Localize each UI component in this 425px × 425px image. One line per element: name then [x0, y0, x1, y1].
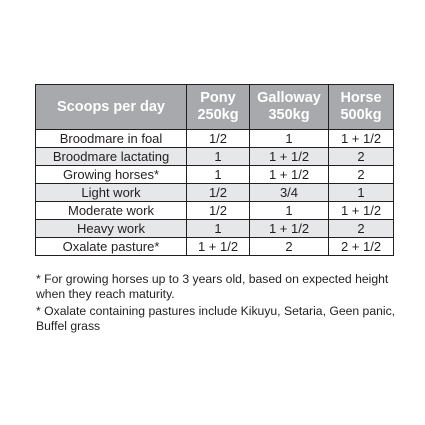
table-row [36, 148, 394, 166]
header-scoops-per-day [36, 85, 187, 130]
table-row [36, 220, 394, 238]
row-label: Broodmare in foal [36, 130, 187, 148]
header-label: Scoops per day [57, 98, 165, 115]
galloway-value: 1 [250, 130, 329, 148]
header-weight: 250kg [197, 107, 239, 123]
header-weight: 500kg [340, 107, 382, 123]
horse-value: 2 [329, 148, 394, 166]
feeding-rate-table [35, 84, 394, 256]
header-horse [329, 85, 394, 130]
pony-value: 1 + 1/2 [187, 238, 250, 256]
galloway-value: 1 + 1/2 [250, 148, 329, 166]
table-row [36, 202, 394, 220]
table-row [36, 238, 394, 256]
header-galloway [250, 85, 329, 130]
pony-value: 1 [187, 148, 250, 166]
row-label: Growing horses* [36, 166, 187, 184]
row-label: Broodmare lactating [36, 148, 187, 166]
header-label: Horse [340, 90, 382, 106]
table-header-row [36, 85, 394, 130]
galloway-value: 1 + 1/2 [250, 220, 329, 238]
horse-value: 1 + 1/2 [329, 202, 394, 220]
horse-value: 2 [329, 220, 394, 238]
galloway-value: 1 + 1/2 [250, 166, 329, 184]
horse-value: 1 + 1/2 [329, 130, 394, 148]
galloway-value: 1 [250, 202, 329, 220]
pony-value: 1/2 [187, 184, 250, 202]
galloway-value: 3/4 [250, 184, 329, 202]
footnote-oxalate-pasture: * Oxalate containing pastures include Kikuyu, Setaria, Geen panic, Buffel grass [36, 304, 396, 333]
row-label: Light work [36, 184, 187, 202]
table-row [36, 166, 394, 184]
galloway-value: 2 [250, 238, 329, 256]
horse-value: 2 [329, 166, 394, 184]
row-label: Heavy work [36, 220, 187, 238]
header-label: Pony [200, 90, 236, 106]
header-pony [187, 85, 250, 130]
horse-value: 1 [329, 184, 394, 202]
row-label: Oxalate pasture* [36, 238, 187, 256]
footnotes [36, 272, 396, 336]
pony-value: 1 [187, 166, 250, 184]
table-row [36, 130, 394, 148]
header-label: Galloway [257, 90, 321, 106]
footnote-growing-horses: * For growing horses up to 3 years old, based on expected height when they reach maturity. [36, 272, 389, 301]
pony-value: 1 [187, 220, 250, 238]
pony-value: 1/2 [187, 202, 250, 220]
table-row [36, 184, 394, 202]
header-weight: 350kg [268, 107, 310, 123]
pony-value: 1/2 [187, 130, 250, 148]
row-label: Moderate work [36, 202, 187, 220]
horse-value: 2 + 1/2 [329, 238, 394, 256]
